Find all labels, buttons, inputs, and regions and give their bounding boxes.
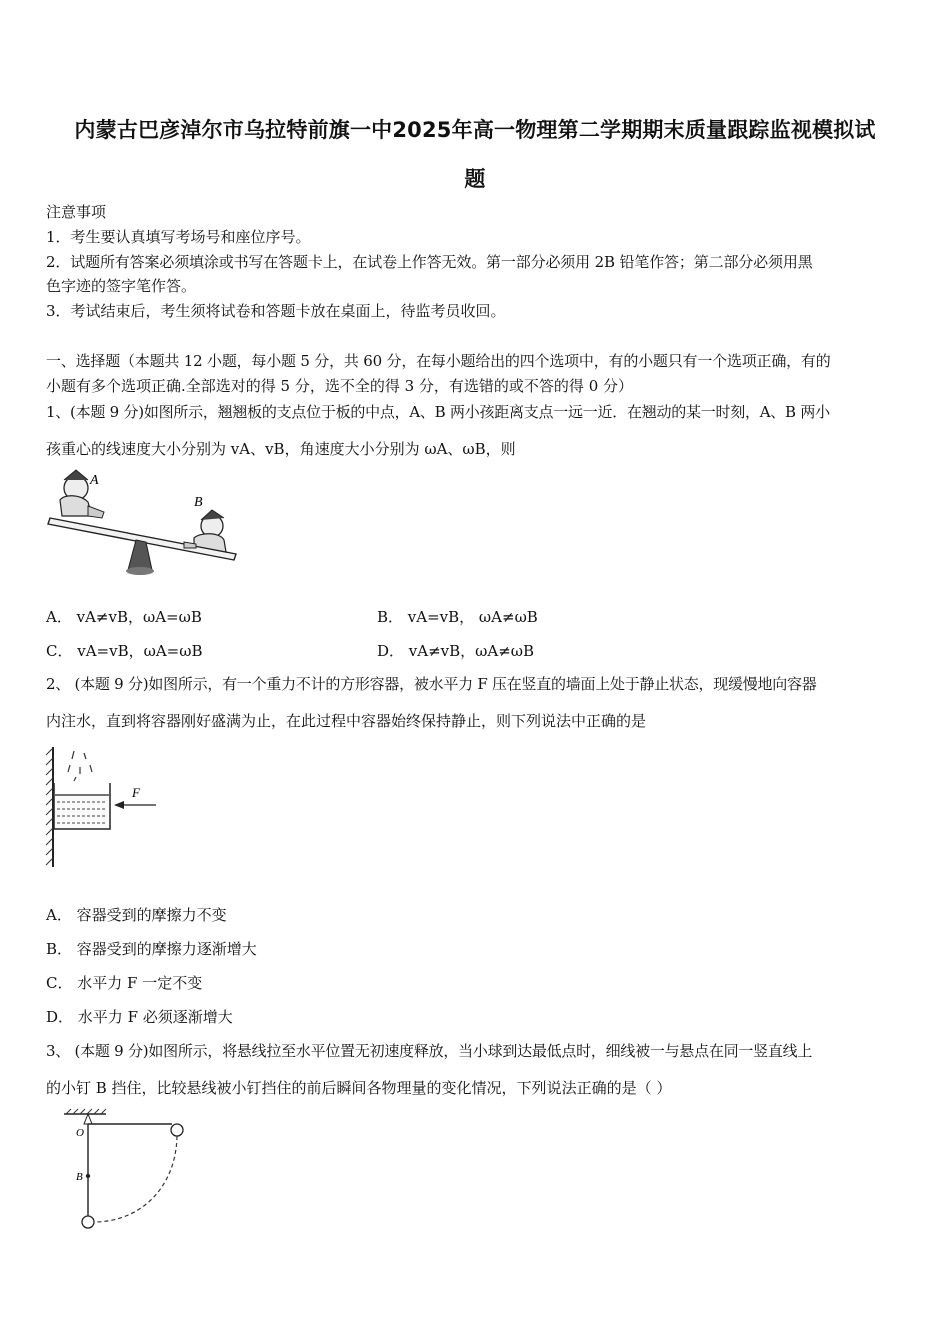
notice-item-1: 1．考生要认真填写考场号和座位序号。: [46, 228, 311, 246]
q2-stem: 2、 (本题 9 分)如图所示，有一个重力不计的方形容器，被水平力 F 压在竖直的墙面上处于静止状态，现缓慢地向容器: [46, 675, 817, 693]
page-title-continued: 题: [464, 167, 486, 191]
section-heading-continued: 小题有多个选项正确.全部选对的得 5 分，选不全的得 3 分，有选错的或不答的得 0 分）: [46, 377, 634, 395]
q1-stem-continued: 孩重心的线速度大小分别为 vA、vB，角速度大小分别为 ωA、ωB，则: [46, 440, 516, 458]
q1-option-b-text: B． vA=vB， ωA≠ωB: [377, 608, 538, 626]
q3-stem-continued: 的小钉 B 挡住，比较悬线被小钉挡住的前后瞬间各物理量的变化情况，下列说法正确的是（ ）: [46, 1079, 672, 1097]
pendulum-figure: [60, 1108, 200, 1233]
child-b-label: B: [194, 495, 203, 510]
q1-option-a-text: A． vA≠vB，ωA=ωB: [46, 608, 202, 626]
section-heading: 一、选择题（本题共 12 小题，每小题 5 分，共 60 分，在每小题给出的四个选项中，有的小题只有一个选项正确，有的: [46, 352, 831, 370]
q1-option-c-text: C． vA=vB，ωA=ωB: [46, 642, 203, 660]
child-a-label: A: [90, 473, 99, 488]
q2-option-b[interactable]: B． 容器受到的摩擦力逐渐增大: [46, 940, 257, 958]
notice-heading: 注意事项: [46, 203, 107, 221]
page-title: 内蒙古巴彦淖尔市乌拉特前旗一中2025年高一物理第二学期期末质量跟踪监视模拟试: [74, 118, 876, 142]
q2-stem-continued: 内注水，直到将容器刚好盛满为止，在此过程中容器始终保持静止，则下列说法中正确的是: [46, 712, 647, 730]
nail-label: B: [76, 1171, 83, 1183]
q2-option-d[interactable]: D． 水平力 F 必须逐渐增大: [46, 1008, 233, 1026]
q1-option-c[interactable]: [46, 640, 203, 661]
q1-option-d-text: D． vA≠vB，ωA≠ωB: [377, 642, 535, 660]
q1-option-a[interactable]: [46, 606, 202, 627]
seesaw-figure: [44, 466, 244, 581]
notice-item-3: 3．考试结束后，考生须将试卷和答题卡放在桌面上，待监考员收回。: [46, 302, 506, 320]
q2-option-c[interactable]: C． 水平力 F 一定不变: [46, 974, 203, 992]
container-wall-figure: [44, 745, 164, 870]
q2-option-a[interactable]: A． 容器受到的摩擦力不变: [46, 906, 227, 924]
notice-item-2: 2．试题所有答案必须填涂或书写在答题卡上，在试卷上作答无效。第一部分必须用 2B 铅笔作答；第二部分必须用黑: [46, 253, 813, 271]
q1-option-d[interactable]: [377, 640, 534, 661]
notice-item-2-continued: 色字迹的签字笔作答。: [46, 277, 197, 295]
q1-stem: 1、(本题 9 分)如图所示，翘翘板的支点位于板的中点，A、B 两小孩距离支点一远一近．在翘动的某一时刻，A、B 两小: [46, 403, 830, 421]
q3-stem: 3、 (本题 9 分)如图所示，将悬线拉至水平位置无初速度释放，当小球到达最低点时，细线被一与悬点在同一竖直线上: [46, 1042, 813, 1060]
q1-option-b[interactable]: [377, 606, 538, 627]
force-label: F: [132, 785, 140, 800]
pivot-label: O: [76, 1127, 84, 1139]
